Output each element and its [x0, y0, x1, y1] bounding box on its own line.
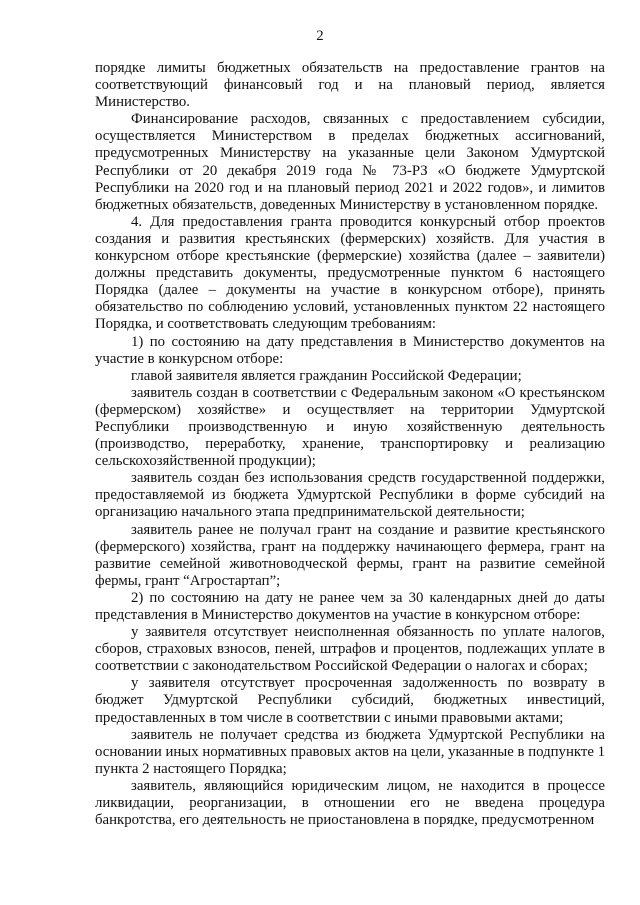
paragraph: заявитель не получает средства из бюджета Удмуртской Республики на основании иных нормативных правовых актов на цели, указанные в подпункте 1 пункта 2 настоящего Порядка; [95, 726, 605, 777]
paragraph: Финансирование расходов, связанных с предоставлением субсидии, осуществляется Министерством в пределах бюджетных ассигнований, предусмотренных Министерству на указанные цели Законом Удмуртской Республики от 20 декабря 2019 года № 73-РЗ «О бюджете Удмуртской Республики на 2020 год и на плановый период 2021 и 2022 годов», и лимитов бюджетных обязательств, доведенных Министерству в установленном порядке. [95, 111, 605, 213]
paragraph: порядке лимиты бюджетных обязательств на предоставление грантов на соответствующий финансовый год и на плановый период, является Министерство. [95, 60, 605, 111]
paragraph: заявитель, являющийся юридическим лицом, не находится в процессе ликвидации, реорганизации, в отношении его не введена процедура банкротства, его деятельность не приостановлена в порядке, предусмотренном [95, 777, 605, 829]
paragraph: у заявителя отсутствует неисполненная обязанность по уплате налогов, сборов, страховых взносов, пеней, штрафов и процентов, подлежащих уплате в соответствии с законодательством Российской Федерации о налогах и сборах; [95, 624, 605, 675]
paragraph: 4. Для предоставления гранта проводится конкурсный отбор проектов создания и развития крестьянских (фермерских) хозяйств. Для участия в конкурсном отборе крестьянские (фермерские) хозяйства (далее – заявители) должны представить документы, предусмотренные пунктом 6 настоящего Порядка (далее – документы на участие в конкурсном отборе), принять обязательство по соблюдению условий, установленных пунктом 22 настоящего Порядка, и соответствовать следующим требованиям: [95, 213, 605, 333]
paragraph: заявитель создан в соответствии с Федеральным законом «О крестьянском (фермерском) хозяйстве» и осуществляет на территории Удмуртской Республики производственную и иную хозяйственную деятельность (производство, переработку, хранение, транспортировку и реализацию сельскохозяйственной продукции); [95, 384, 605, 470]
paragraph: 1) по состоянию на дату представления в Министерство документов на участие в конкурсном отборе: [95, 333, 605, 367]
paragraph: заявитель создан без использования средств государственной поддержки, предоставляемой из бюджета Удмуртской Республики в форме субсидий на организацию начального этапа предпринимательской деятельности; [95, 470, 605, 521]
paragraph: 2) по состоянию на дату не ранее чем за 30 календарных дней до даты представления в Министерство документов на участие в конкурсном отборе: [95, 589, 605, 623]
paragraph: у заявителя отсутствует просроченная задолженность по возврату в бюджет Удмуртской Республики субсидий, бюджетных инвестиций, предоставленных в том числе в соответствии с иными правовыми актами; [95, 675, 605, 726]
paragraph: главой заявителя является гражданин Российской Федерации; [131, 367, 522, 384]
paragraph: заявитель ранее не получал грант на создание и развитие крестьянского (фермерского) хозяйства, грант на поддержку начинающего фермера, грант на развитие семейной животноводческой фермы, грант на развитие семейной фермы, грант “Агростартап”; [95, 521, 605, 589]
document-body [95, 60, 605, 829]
page-number: 2 [316, 28, 324, 44]
